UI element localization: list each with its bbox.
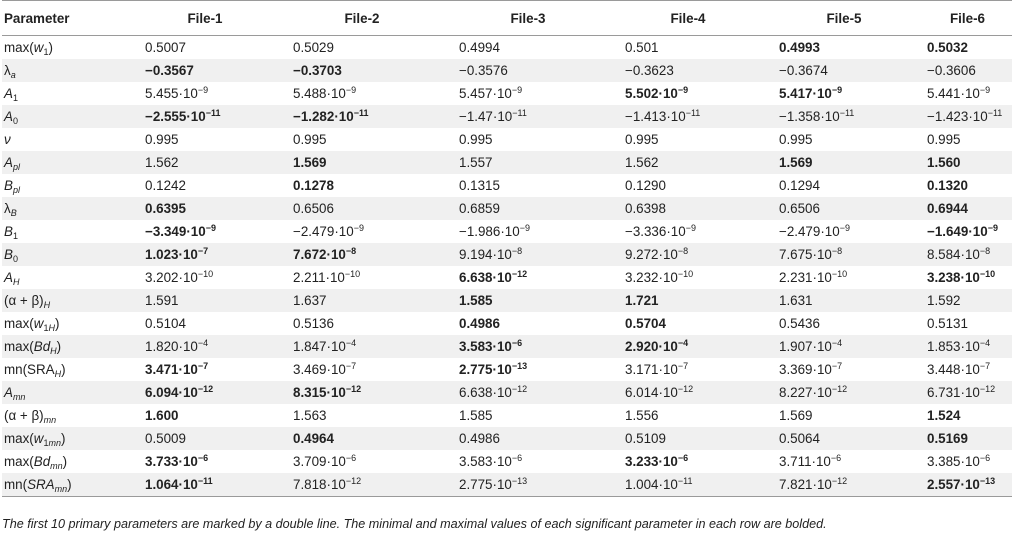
cell-file-2: 1.637	[279, 289, 445, 312]
cell-file-2: $2.211\cdot 10^{-10}$	[293, 269, 361, 285]
row-parameter-label: $B_1$	[4, 224, 18, 241]
row-parameter-label: $\lambda_B$	[2, 197, 131, 220]
cell-file-1: $3.471\cdot 10^{-7}$	[145, 361, 209, 377]
cell-file-4: 0.501	[625, 40, 659, 55]
cell-file-4: 1.562	[611, 151, 765, 174]
cell-file-3: $5.457\cdot 10^{-9}$	[459, 85, 523, 101]
cell-file-6: $8.584\cdot 10^{-8}$	[923, 243, 1012, 266]
cell-file-5: 0.1294	[779, 178, 820, 193]
table-row	[2, 59, 1012, 82]
column-header-file-6: File-6	[923, 1, 1012, 36]
cell-file-1: 0.6395	[131, 197, 279, 220]
cell-file-1: 0.1242	[145, 178, 186, 193]
column-header-file-4: File-4	[611, 1, 765, 36]
cell-file-6: $3.238\cdot 10^{-10}$	[927, 269, 996, 285]
cell-file-4: 0.1290	[625, 178, 666, 193]
cell-file-3: $3.583\cdot 10^{-6}$	[445, 335, 611, 358]
table-row	[2, 197, 1012, 220]
cell-file-5: 0.4993	[779, 40, 820, 55]
cell-file-3: $3.583\cdot 10^{-6}$	[459, 453, 523, 469]
table-row	[2, 220, 1012, 243]
row-parameter-label: ν	[4, 132, 11, 147]
cell-file-2: 1.569	[279, 151, 445, 174]
cell-file-2: $8.315\cdot 10^{-12}$	[279, 381, 445, 404]
cell-file-3: 0.1315	[459, 178, 500, 193]
cell-file-6: 0.5169	[923, 427, 1012, 450]
cell-file-5: $3.711\cdot 10^{-6}$	[779, 453, 842, 469]
cell-file-5: 0.5064	[765, 427, 923, 450]
cell-file-2: $3.469\cdot 10^{-7}$	[293, 361, 357, 377]
cell-file-6: $2.557\cdot 10^{-13}$	[923, 473, 1012, 497]
cell-file-6: $-1.423\cdot 10^{-11}$	[923, 105, 1012, 128]
row-parameter-label: $\lambda_a$	[2, 59, 131, 82]
cell-file-3: $2.775\cdot 10^{-13}$	[445, 473, 611, 497]
cell-file-5: 1.569	[779, 408, 813, 423]
cell-file-2: $3.709\cdot 10^{-6}$	[293, 453, 357, 469]
cell-file-6: $1.853\cdot 10^{-4}$	[923, 335, 1012, 358]
table-row	[2, 82, 1012, 105]
cell-file-4: $2.920\cdot 10^{-4}$	[611, 335, 765, 358]
cell-file-3: 0.4986	[459, 316, 500, 331]
cell-file-5: 1.569	[765, 151, 923, 174]
cell-file-3: 0.995	[459, 132, 493, 147]
cell-file-4: 0.6398	[611, 197, 765, 220]
cell-file-6: 1.592	[923, 289, 1012, 312]
row-parameter-label: $(\alpha + \beta)_H$	[2, 289, 131, 312]
table-footnote: The first 10 primary parameters are marked by a double line. The minimal and maximal values of each significant parameter in each row are bolded.	[2, 517, 827, 531]
cell-file-4: 0.5704	[625, 316, 666, 331]
cell-file-3: −0.3576	[445, 59, 611, 82]
cell-file-6: −0.3606	[923, 59, 1012, 82]
cell-file-1: $5.455\cdot 10^{-9}$	[145, 85, 209, 101]
table-row	[2, 473, 1012, 497]
cell-file-5: $3.369\cdot 10^{-7}$	[779, 361, 843, 377]
cell-file-1: 1.591	[131, 289, 279, 312]
cell-file-1: $1.023\cdot 10^{-7}$	[131, 243, 279, 266]
header-row	[2, 1, 1012, 36]
cell-file-2: 0.995	[293, 132, 327, 147]
cell-file-6: $3.448\cdot 10^{-7}$	[927, 361, 991, 377]
row-parameter-label: $(\alpha + \beta)_{mn}$	[4, 408, 57, 425]
cell-file-1: $-2.555\cdot 10^{-11}$	[131, 105, 279, 128]
cell-file-5: $7.821\cdot 10^{-12}$	[765, 473, 923, 497]
cell-file-4: $5.502\cdot 10^{-9}$	[625, 85, 689, 101]
cell-file-4: −0.3623	[611, 59, 765, 82]
table-row	[2, 36, 1012, 60]
table-row	[2, 289, 1012, 312]
table-row	[2, 358, 1012, 381]
row-parameter-label: $mn(SRA_{mn})$	[2, 473, 131, 497]
row-parameter-label: $A_{mn}$	[2, 381, 131, 404]
table-row	[2, 335, 1012, 358]
row-parameter-label: $mn(SRA_H)$	[4, 362, 66, 379]
table-row	[2, 266, 1012, 289]
cell-file-4: $3.232\cdot 10^{-10}$	[625, 269, 694, 285]
table-body	[2, 36, 1012, 497]
cell-file-1: $3.202\cdot 10^{-10}$	[145, 269, 214, 285]
cell-file-3: 0.6859	[445, 197, 611, 220]
cell-file-2: 0.1278	[293, 178, 334, 193]
table-row	[2, 243, 1012, 266]
cell-file-2: $1.847\cdot 10^{-4}$	[279, 335, 445, 358]
cell-file-4: $-3.336\cdot 10^{-9}$	[625, 223, 696, 239]
cell-file-1: 0.5007	[145, 40, 186, 55]
cell-file-1: $6.094\cdot 10^{-12}$	[131, 381, 279, 404]
cell-file-6: $3.385\cdot 10^{-6}$	[927, 453, 991, 469]
cell-file-1: −0.3567	[131, 59, 279, 82]
row-parameter-label: $\max(w_{1H})$	[4, 316, 60, 333]
cell-file-2: $-1.282\cdot 10^{-11}$	[279, 105, 445, 128]
cell-file-2: $7.672\cdot 10^{-8}$	[279, 243, 445, 266]
row-parameter-label: $B_{pl}$	[4, 178, 20, 195]
cell-file-5: 0.5436	[779, 316, 820, 331]
table-row	[2, 450, 1012, 473]
cell-file-6: 1.560	[923, 151, 1012, 174]
cell-file-3: $6.638\cdot 10^{-12}$	[445, 381, 611, 404]
row-parameter-label: $A_H$	[4, 270, 20, 287]
cell-file-6: $6.731\cdot 10^{-12}$	[923, 381, 1012, 404]
cell-file-1: 1.562	[131, 151, 279, 174]
cell-file-3: 0.4986	[445, 427, 611, 450]
row-parameter-label: $\max(w_1)$	[4, 40, 53, 57]
cell-file-4: 0.995	[625, 132, 659, 147]
cell-file-4: $9.272\cdot 10^{-8}$	[611, 243, 765, 266]
cell-file-2: 1.563	[293, 408, 327, 423]
cell-file-2: $-2.479\cdot 10^{-9}$	[293, 223, 364, 239]
cell-file-3: $-1.47\cdot 10^{-11}$	[445, 105, 611, 128]
row-parameter-label: $\max(w_{1mn})$	[2, 427, 131, 450]
cell-file-6: 0.5131	[927, 316, 968, 331]
cell-file-4: $3.233\cdot 10^{-6}$	[625, 453, 689, 469]
cell-file-6: 0.6944	[923, 197, 1012, 220]
table-row	[2, 312, 1012, 335]
row-parameter-label: $A_{pl}$	[2, 151, 131, 174]
cell-file-2: 0.5029	[293, 40, 334, 55]
table-row	[2, 128, 1012, 151]
cell-file-2: $7.818\cdot 10^{-12}$	[279, 473, 445, 497]
cell-file-3: 0.4994	[459, 40, 500, 55]
table-row	[2, 105, 1012, 128]
cell-file-4: $3.171\cdot 10^{-7}$	[625, 361, 689, 377]
cell-file-5: 0.995	[779, 132, 813, 147]
cell-file-6: 1.524	[927, 408, 961, 423]
column-header-file-1: File-1	[131, 1, 279, 36]
cell-file-1: $1.820\cdot 10^{-4}$	[131, 335, 279, 358]
cell-file-4: $-1.413\cdot 10^{-11}$	[611, 105, 765, 128]
cell-file-2: −0.3703	[279, 59, 445, 82]
table-row	[2, 427, 1012, 450]
cell-file-5: $1.907\cdot 10^{-4}$	[765, 335, 923, 358]
cell-file-1: 1.600	[145, 408, 179, 423]
cell-file-5: $-1.358\cdot 10^{-11}$	[765, 105, 923, 128]
cell-file-5: 0.6506	[765, 197, 923, 220]
row-parameter-label: $\max(Bd_{mn})$	[4, 454, 68, 471]
table-row	[2, 151, 1012, 174]
cell-file-1: $3.733\cdot 10^{-6}$	[145, 453, 209, 469]
cell-file-6: 0.995	[927, 132, 961, 147]
cell-file-1: $-3.349\cdot 10^{-9}$	[145, 223, 216, 239]
cell-file-5: $8.227\cdot 10^{-12}$	[765, 381, 923, 404]
cell-file-3: $9.194\cdot 10^{-8}$	[445, 243, 611, 266]
cell-file-1: $1.064\cdot 10^{-11}$	[131, 473, 279, 497]
column-header-file-5: File-5	[765, 1, 923, 36]
cell-file-2: 0.5136	[293, 316, 334, 331]
table-row	[2, 174, 1012, 197]
column-header-parameter: Parameter	[2, 1, 131, 36]
cell-file-3: 1.585	[459, 408, 493, 423]
cell-file-3: $6.638\cdot 10^{-12}$	[459, 269, 528, 285]
cell-file-5: $2.231\cdot 10^{-10}$	[779, 269, 848, 285]
cell-file-5: $5.417\cdot 10^{-9}$	[779, 85, 843, 101]
cell-file-3: 1.585	[445, 289, 611, 312]
cell-file-5: 1.631	[765, 289, 923, 312]
cell-file-3: $-1.986\cdot 10^{-9}$	[459, 223, 530, 239]
cell-file-2: 0.4964	[279, 427, 445, 450]
row-parameter-label: $A_0$	[2, 105, 131, 128]
table-row	[2, 381, 1012, 404]
row-parameter-label: $B_0$	[2, 243, 131, 266]
column-header-file-2: File-2	[279, 1, 445, 36]
row-parameter-label: $A_1$	[4, 86, 18, 103]
table-header	[2, 1, 1012, 36]
cell-file-2: $5.488\cdot 10^{-9}$	[293, 85, 357, 101]
cell-file-2: 0.6506	[279, 197, 445, 220]
cell-file-4: $1.004\cdot 10^{-11}$	[611, 473, 765, 497]
table-row	[2, 404, 1012, 427]
cell-file-1: 0.995	[145, 132, 179, 147]
cell-file-6: 0.1320	[927, 178, 968, 193]
cell-file-4: 1.556	[625, 408, 659, 423]
cell-file-5: $-2.479\cdot 10^{-9}$	[779, 223, 850, 239]
cell-file-3: $2.775\cdot 10^{-13}$	[459, 361, 528, 377]
column-header-file-3: File-3	[445, 1, 611, 36]
cell-file-4: $6.014\cdot 10^{-12}$	[611, 381, 765, 404]
cell-file-6: $5.441\cdot 10^{-9}$	[927, 85, 991, 101]
cell-file-4: 1.721	[611, 289, 765, 312]
cell-file-6: 0.5032	[927, 40, 968, 55]
cell-file-1: 0.5009	[131, 427, 279, 450]
cell-file-6: $-1.649\cdot 10^{-9}$	[927, 223, 998, 239]
cell-file-3: 1.557	[445, 151, 611, 174]
row-parameter-label: $\max(Bd_H)$	[2, 335, 131, 358]
cell-file-1: 0.5104	[145, 316, 186, 331]
cell-file-5: $7.675\cdot 10^{-8}$	[765, 243, 923, 266]
cell-file-5: −0.3674	[765, 59, 923, 82]
cell-file-4: 0.5109	[611, 427, 765, 450]
parameters-table	[2, 0, 1012, 497]
